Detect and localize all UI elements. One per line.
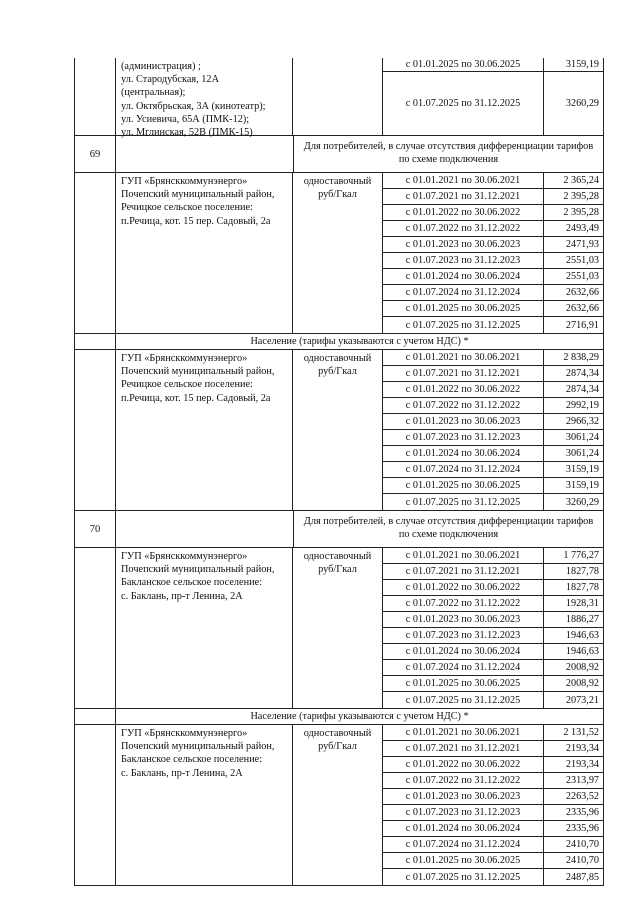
period-row [383,773,604,789]
value-cell: 2471,93 [544,237,604,252]
period-cell: с 01.07.2023 по 31.12.2023 [383,805,544,820]
value-cell: 2874,34 [544,382,604,397]
period-row [383,564,604,580]
period-cell: с 01.07.2023 по 31.12.2023 [383,253,544,268]
period-row [383,853,604,869]
number-cell [74,58,116,135]
period-cell: с 01.01.2025 по 30.06.2025 [383,478,544,493]
number-cell [74,173,116,333]
period-cell: с 01.07.2025 по 31.12.2025 [383,869,544,885]
period-values [383,350,604,510]
period-values [383,173,604,333]
tariff-type: одноставочный [303,176,372,187]
organization-line: Речицкое сельское поселение: [121,202,253,214]
value-cell: 2 131,52 [544,725,604,740]
empty-cell [75,709,116,724]
entry-header-row [74,136,604,173]
address-line: ул. Октябрьская, 3А (кинотеатр); [121,100,266,112]
period-cell: с 01.07.2022 по 31.12.2022 [383,221,544,236]
tariff-group [74,350,604,511]
period-row [383,301,604,317]
period-row [383,430,604,446]
value-cell: 2335,96 [544,805,604,820]
period-row [383,414,604,430]
period-cell: с 01.01.2025 по 30.06.2025 [383,301,544,316]
period-cell: с 01.01.2022 по 30.06.2022 [383,205,544,220]
period-cell: с 01.01.2022 по 30.06.2022 [383,580,544,595]
period-cell: с 01.01.2023 по 30.06.2023 [383,612,544,627]
tariff-type: одноставочный [303,728,372,739]
period-cell: с 01.07.2023 по 31.12.2023 [383,430,544,445]
value-cell: 3260,29 [544,494,604,510]
value-cell: 2966,32 [544,414,604,429]
value-cell: 3260,29 [544,72,604,135]
period-cell: с 01.01.2024 по 30.06.2024 [383,821,544,836]
entry-number: 69 [75,136,116,172]
value-cell: 1827,78 [544,580,604,595]
period-row [383,285,604,301]
value-cell: 2992,19 [544,398,604,413]
period-cell: с 01.07.2024 по 31.12.2024 [383,462,544,477]
period-cell: с 01.01.2025 по 30.06.2025 [383,676,544,691]
number-cell [74,350,116,510]
period-row [383,253,604,269]
period-row [383,494,604,510]
organization-cell [116,350,293,510]
organization-line: п.Речица, кот. 15 пер. Садовый, 2а [121,392,271,404]
organization-line: Почепский муниципальный район, [121,741,275,753]
period-cell: с 01.01.2021 по 30.06.2021 [383,725,544,740]
period-row [383,644,604,660]
period-cell: с 01.07.2022 по 31.12.2022 [383,398,544,413]
value-cell: 2008,92 [544,660,604,675]
period-row [383,580,604,596]
period-row [383,478,604,494]
value-cell: 3159,19 [544,462,604,477]
value-cell: 2716,91 [544,317,604,333]
period-cell: с 01.07.2025 по 31.12.2025 [383,317,544,333]
period-row [383,58,604,72]
period-cell: с 01.07.2025 по 31.12.2025 [383,692,544,708]
value-cell: 2410,70 [544,837,604,852]
period-row [383,837,604,853]
period-cell: с 01.01.2025 по 30.06.2025 [383,853,544,868]
entry-header-text: Для потребителей, в случае отсутствия дифференциации тарифов по схеме подключения [303,141,594,165]
population-label: Население (тарифы указываются с учетом НДС) * [250,711,469,722]
empty-cell [116,511,294,547]
population-row [74,334,604,350]
organization-cell [116,725,293,885]
top-continuation-row [74,58,604,139]
organization-line: Речицкое сельское поселение: [121,379,253,391]
number-cell [74,725,116,885]
value-cell: 2193,34 [544,741,604,756]
period-row [383,660,604,676]
period-cell: с 01.01.2021 по 30.06.2021 [383,350,544,365]
value-cell: 2 395,28 [544,205,604,220]
entry-header-row [74,511,604,548]
period-cell: с 01.01.2021 по 30.06.2021 [383,173,544,188]
period-row [383,237,604,253]
value-cell: 1928,31 [544,596,604,611]
period-row [383,221,604,237]
tariff-type-cell [293,58,383,135]
period-cell: с 01.01.2022 по 30.06.2022 [383,382,544,397]
tariff-unit: руб/Гкал [318,741,357,752]
value-cell: 2193,34 [544,757,604,772]
organization-line: с. Баклань, пр-т Ленина, 2А [121,767,243,779]
tariff-group [74,548,604,709]
period-cell: с 01.07.2024 по 31.12.2024 [383,660,544,675]
period-row [383,692,604,708]
number-cell [74,548,116,708]
period-row [383,72,604,135]
value-cell: 1827,78 [544,564,604,579]
period-cell: с 01.07.2022 по 31.12.2022 [383,596,544,611]
value-cell: 3159,19 [544,478,604,493]
period-cell: с 01.01.2023 по 30.06.2023 [383,237,544,252]
organization-line: Почепский муниципальный район, [121,189,275,201]
organization-line: Бакланское сельское поселение: [121,754,263,766]
period-row [383,173,604,189]
period-row [383,548,604,564]
value-cell: 2551,03 [544,269,604,284]
period-row [383,350,604,366]
value-cell: 2 838,29 [544,350,604,365]
tariff-type-cell [293,725,383,885]
period-row [383,628,604,644]
period-values [383,725,604,885]
organization-line: Бакланское сельское поселение: [121,577,263,589]
period-cell: с 01.01.2024 по 30.06.2024 [383,446,544,461]
value-cell: 2263,52 [544,789,604,804]
value-cell: 2874,34 [544,366,604,381]
tariff-type: одноставочный [303,353,372,364]
period-cell: с 01.01.2024 по 30.06.2024 [383,644,544,659]
address-cell [116,58,293,139]
period-row [383,821,604,837]
value-cell: 3061,24 [544,446,604,461]
organization-line: ГУП «Брянсккоммунэнерго» [121,353,248,364]
value-cell: 3159,19 [544,58,604,71]
organization-line: с. Баклань, пр-т Ленина, 2А [121,590,243,602]
period-row [383,398,604,414]
tariff-type: одноставочный [303,551,372,562]
population-row [74,709,604,725]
organization-cell [116,173,293,333]
period-values [383,58,604,135]
empty-cell [116,136,294,172]
period-cell: с 01.01.2023 по 30.06.2023 [383,414,544,429]
period-cell: с 01.07.2022 по 31.12.2022 [383,773,544,788]
value-cell: 3061,24 [544,430,604,445]
value-cell: 2 395,28 [544,189,604,204]
value-cell: 2313,97 [544,773,604,788]
period-cell: с 01.07.2021 по 31.12.2021 [383,366,544,381]
tariff-unit: руб/Гкал [318,189,357,200]
period-row [383,269,604,285]
entry-header-text: Для потребителей, в случае отсутствия дифференциации тарифов по схеме подключения [303,516,594,540]
period-cell: с 01.07.2023 по 31.12.2023 [383,628,544,643]
organization-line: ГУП «Брянсккоммунэнерго» [121,176,248,187]
organization-line: п.Речица, кот. 15 пер. Садовый, 2а [121,215,271,227]
value-cell: 2632,66 [544,285,604,300]
period-row [383,612,604,628]
value-cell: 1946,63 [544,644,604,659]
period-row [383,189,604,205]
period-row [383,741,604,757]
value-cell: 2410,70 [544,853,604,868]
tariff-group [74,725,604,886]
tariff-type-cell [293,350,383,510]
period-row [383,757,604,773]
period-cell: с 01.07.2021 по 31.12.2021 [383,741,544,756]
tariff-unit: руб/Гкал [318,564,357,575]
organization-line: Почепский муниципальный район, [121,564,275,576]
period-row [383,205,604,221]
address-line: ул. Стародубская, 12А [121,74,220,86]
period-row [383,676,604,692]
period-row [383,789,604,805]
period-row [383,446,604,462]
value-cell: 2073,21 [544,692,604,708]
period-cell: с 01.01.2024 по 30.06.2024 [383,269,544,284]
value-cell: 2008,92 [544,676,604,691]
period-row [383,462,604,478]
period-cell: с 01.07.2025 по 31.12.2025 [383,494,544,510]
period-row [383,596,604,612]
period-cell: с 01.01.2025 по 30.06.2025 [383,58,544,71]
period-row [383,317,604,333]
period-row [383,725,604,741]
tariff-type-cell [293,548,383,708]
organization-line: Почепский муниципальный район, [121,366,275,378]
period-row [383,366,604,382]
period-cell: с 01.01.2022 по 30.06.2022 [383,757,544,772]
period-values [383,548,604,708]
value-cell: 1946,63 [544,628,604,643]
period-row [383,869,604,885]
value-cell: 2 365,24 [544,173,604,188]
period-cell: с 01.01.2021 по 30.06.2021 [383,548,544,563]
period-row [383,805,604,821]
organization-cell [116,548,293,708]
address-line: ул. Мглинская, 52В (ПМК-15) [121,127,253,139]
address-line: (администрация) ; [121,61,201,72]
value-cell: 2335,96 [544,821,604,836]
period-cell: с 01.07.2021 по 31.12.2021 [383,564,544,579]
period-cell: с 01.07.2024 по 31.12.2024 [383,837,544,852]
value-cell: 2551,03 [544,253,604,268]
value-cell: 1886,27 [544,612,604,627]
tariff-table [74,58,604,886]
period-row [383,382,604,398]
value-cell: 2487,85 [544,869,604,885]
entries [74,136,604,886]
period-cell: с 01.07.2024 по 31.12.2024 [383,285,544,300]
tariff-type-cell [293,173,383,333]
value-cell: 1 776,27 [544,548,604,563]
period-cell: с 01.07.2021 по 31.12.2021 [383,189,544,204]
period-cell: с 01.07.2025 по 31.12.2025 [383,72,544,135]
population-label: Население (тарифы указываются с учетом НДС) * [250,336,469,347]
organization-line: ГУП «Брянсккоммунэнерго» [121,551,248,562]
value-cell: 2632,66 [544,301,604,316]
address-line: (центральная); [121,87,186,99]
entry-number: 70 [75,511,116,547]
value-cell: 2493,49 [544,221,604,236]
tariff-unit: руб/Гкал [318,366,357,377]
organization-line: ГУП «Брянсккоммунэнерго» [121,728,248,739]
address-line: ул. Усиевича, 65А (ПМК-12); [121,113,250,125]
tariff-group [74,173,604,334]
empty-cell [75,334,116,349]
period-cell: с 01.01.2023 по 30.06.2023 [383,789,544,804]
